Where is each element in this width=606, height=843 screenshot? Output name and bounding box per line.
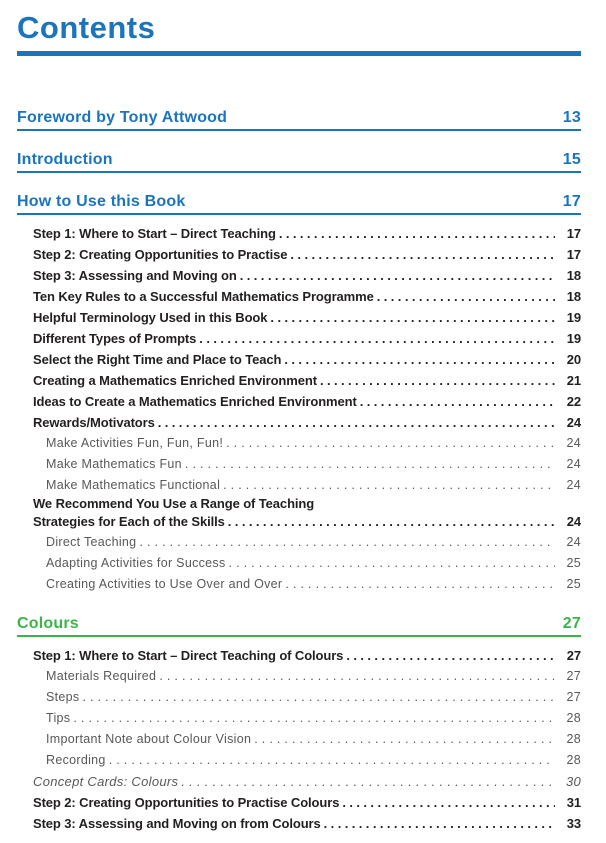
entry-label: Make Mathematics Fun bbox=[46, 457, 182, 471]
toc-entry bbox=[33, 687, 581, 708]
section-page: 13 bbox=[562, 109, 581, 126]
leader-dots bbox=[226, 433, 555, 454]
leader-dots bbox=[185, 454, 555, 475]
toc-entry bbox=[33, 475, 581, 496]
toc-section bbox=[17, 108, 581, 131]
leader-dots bbox=[346, 645, 555, 666]
entry-page: 18 bbox=[566, 268, 581, 283]
entry-page: 33 bbox=[566, 816, 581, 831]
leader-dots bbox=[139, 532, 555, 553]
toc-entry bbox=[33, 729, 581, 750]
entry-label: Make Activities Fun, Fun, Fun! bbox=[46, 436, 224, 450]
entry-page: 24 bbox=[566, 436, 581, 450]
entry-page: 22 bbox=[566, 394, 581, 409]
toc-entry bbox=[33, 223, 581, 244]
toc-entry bbox=[33, 328, 581, 349]
section-entries bbox=[17, 637, 581, 834]
entry-page: 24 bbox=[566, 457, 581, 471]
entry-label: Step 2: Creating Opportunities to Practise Colours bbox=[33, 795, 340, 810]
entry-label: Make Mathematics Functional bbox=[46, 478, 221, 492]
entry-label: Ideas to Create a Mathematics Enriched Environment bbox=[33, 394, 357, 409]
toc-entry bbox=[33, 511, 581, 532]
entry-label: Rewards/Motivators bbox=[33, 415, 155, 430]
entry-page: 19 bbox=[566, 310, 581, 325]
entry-page: 24 bbox=[566, 415, 581, 430]
toc-entry bbox=[33, 433, 581, 454]
entry-page: 25 bbox=[566, 577, 581, 591]
toc-entry bbox=[33, 244, 581, 265]
entry-label: We Recommend You Use a Range of Teaching bbox=[33, 496, 315, 511]
entry-page: 30 bbox=[565, 774, 581, 789]
entry-label: Direct Teaching bbox=[46, 535, 137, 549]
section-page: 15 bbox=[562, 151, 581, 168]
entry-label: Steps bbox=[46, 690, 80, 704]
toc-entry bbox=[33, 307, 581, 328]
leader-dots bbox=[324, 813, 555, 834]
entry-page: 27 bbox=[566, 648, 581, 663]
leader-dots bbox=[360, 391, 555, 412]
leader-dots bbox=[342, 792, 555, 813]
entry-label: Strategies for Each of the Skills bbox=[33, 514, 225, 529]
entry-page: 19 bbox=[566, 331, 581, 346]
entry-page: 25 bbox=[566, 556, 581, 570]
leader-dots bbox=[223, 475, 555, 496]
toc-section bbox=[17, 150, 581, 173]
section-heading bbox=[17, 192, 581, 215]
entry-label: Select the Right Time and Place to Teach bbox=[33, 352, 282, 367]
leader-dots bbox=[158, 412, 555, 433]
toc-entry bbox=[33, 708, 581, 729]
entry-page: 27 bbox=[566, 690, 581, 704]
entry-page: 28 bbox=[566, 732, 581, 746]
entry-label: Step 1: Where to Start – Direct Teaching bbox=[33, 226, 276, 241]
entry-label: Important Note about Colour Vision bbox=[46, 732, 252, 746]
leader-dots bbox=[285, 574, 555, 595]
entry-page: 27 bbox=[566, 669, 581, 683]
section-heading bbox=[17, 614, 581, 637]
leader-dots bbox=[159, 666, 555, 687]
section-title: Foreword by Tony Attwood bbox=[17, 109, 228, 126]
entry-page: 20 bbox=[566, 352, 581, 367]
entry-page: 17 bbox=[566, 247, 581, 262]
toc-entry bbox=[33, 813, 581, 834]
section-heading bbox=[17, 108, 581, 131]
leader-dots bbox=[109, 750, 555, 771]
entry-label: Creating Activities to Use Over and Over bbox=[46, 577, 283, 591]
title-rule bbox=[17, 51, 581, 56]
entry-label: Step 3: Assessing and Moving on bbox=[33, 268, 237, 283]
section-page: 17 bbox=[562, 193, 581, 210]
toc-entry bbox=[33, 349, 581, 370]
section-heading bbox=[17, 150, 581, 173]
leader-dots bbox=[228, 511, 555, 532]
entry-page: 24 bbox=[566, 535, 581, 549]
entry-label: Different Types of Prompts bbox=[33, 331, 197, 346]
entry-label: Step 1: Where to Start – Direct Teaching of Colours bbox=[33, 648, 344, 663]
toc-entry bbox=[33, 771, 581, 792]
toc-entry bbox=[33, 370, 581, 391]
entry-page: 31 bbox=[566, 795, 581, 810]
section-title: Introduction bbox=[17, 151, 113, 168]
toc-entry bbox=[33, 750, 581, 771]
toc-entry bbox=[33, 412, 581, 433]
leader-dots bbox=[290, 244, 555, 265]
entry-label: Materials Required bbox=[46, 669, 157, 683]
leader-dots bbox=[73, 708, 555, 729]
entry-label: Recording bbox=[46, 753, 106, 767]
toc-entry bbox=[33, 553, 581, 574]
toc-entry bbox=[33, 265, 581, 286]
entry-page: 21 bbox=[566, 373, 581, 388]
entry-label: Concept Cards: Colours bbox=[33, 774, 179, 789]
toc-entry bbox=[33, 496, 581, 511]
leader-dots bbox=[279, 223, 555, 244]
page-title: Contents bbox=[17, 10, 156, 45]
entry-label: Step 2: Creating Opportunities to Practise bbox=[33, 247, 288, 262]
leader-dots bbox=[320, 370, 555, 391]
toc-entry bbox=[33, 286, 581, 307]
toc-entry bbox=[33, 454, 581, 475]
toc-section bbox=[17, 614, 581, 834]
entry-page: 24 bbox=[566, 478, 581, 492]
leader-dots bbox=[181, 771, 555, 792]
section-entries bbox=[17, 215, 581, 595]
leader-dots bbox=[270, 307, 555, 328]
entry-label: Creating a Mathematics Enriched Environment bbox=[33, 373, 317, 388]
leader-dots bbox=[229, 553, 555, 574]
toc-sections bbox=[17, 108, 581, 834]
entry-label: Helpful Terminology Used in this Book bbox=[33, 310, 268, 325]
toc-section bbox=[17, 192, 581, 595]
entry-label: Tips bbox=[46, 711, 71, 725]
entry-label: Adapting Activities for Success bbox=[46, 556, 226, 570]
section-page: 27 bbox=[562, 615, 581, 632]
entry-page: 28 bbox=[566, 753, 581, 767]
leader-dots bbox=[284, 349, 555, 370]
entry-page: 17 bbox=[566, 226, 581, 241]
leader-dots bbox=[240, 265, 555, 286]
entry-page: 24 bbox=[566, 514, 581, 529]
entry-page: 18 bbox=[566, 289, 581, 304]
toc-entry bbox=[33, 666, 581, 687]
section-title: How to Use this Book bbox=[17, 193, 186, 210]
section-title: Colours bbox=[17, 615, 79, 632]
leader-dots bbox=[82, 687, 555, 708]
entry-page: 28 bbox=[566, 711, 581, 725]
toc-entry bbox=[33, 532, 581, 553]
toc-entry bbox=[33, 645, 581, 666]
leader-dots bbox=[199, 328, 555, 349]
leader-dots bbox=[254, 729, 555, 750]
entry-label: Ten Key Rules to a Successful Mathematics Programme bbox=[33, 289, 374, 304]
toc-entry bbox=[33, 574, 581, 595]
entry-label: Step 3: Assessing and Moving on from Colours bbox=[33, 816, 321, 831]
leader-dots bbox=[377, 286, 555, 307]
toc-entry bbox=[33, 792, 581, 813]
toc-entry bbox=[33, 391, 581, 412]
